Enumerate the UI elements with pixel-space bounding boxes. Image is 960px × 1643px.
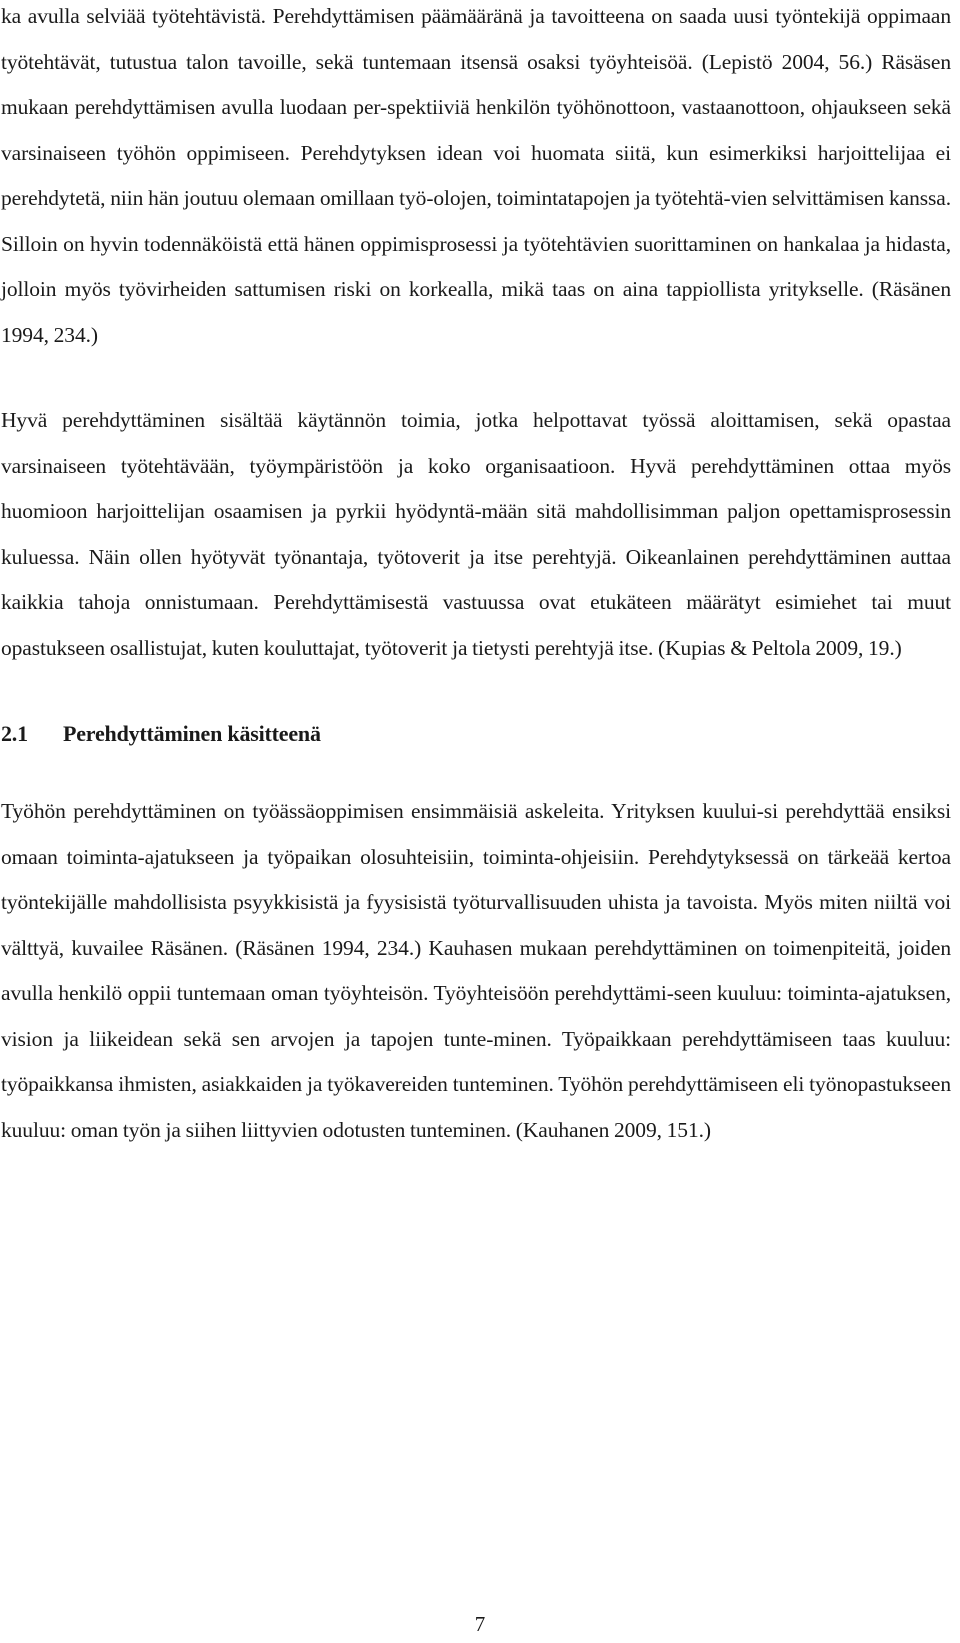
body-paragraph-2: Hyvä perehdyttäminen sisältää käytännön toimia, jotka helpottavat työssä aloittamisen, sekä opastaa varsinaiseen työtehtävään, työympäristöön ja koko organisaatioon. Hyvä perehdyttäminen ottaa myös huomioon harjoittelijan osaamisen ja pyrkii hyödyntä-mään sitä mahdollisimman paljon opettamisprosessin kuluessa. Näin ollen hyötyvät työnantaja, työtoverit ja itse perehtyjä. Oikeanlainen perehdyttäminen auttaa kaikkia tahoja onnistumaan. Perehdyttämisestä vastuussa ovat etukäteen määrätyt esimiehet tai muut opastukseen osallistujat, kuten kouluttajat, työtoverit ja tietysti perehtyjä itse. (Kupias & Peltola 2009, 19.): [1, 408, 951, 660]
section-heading: [1, 714, 960, 754]
section-title: Perehdyttäminen käsitteenä: [63, 721, 321, 746]
section-number: 2.1: [1, 721, 28, 746]
page-number: 7: [474, 1612, 486, 1636]
body-paragraph-3: Työhön perehdyttäminen on työässäoppimisen ensimmäisiä askeleita. Yrityksen kuului-si perehdyttää ensiksi omaan toiminta-ajatukseen ja työpaikan olosuhteisiin, toiminta-ohjeisiin. Perehdytyksessä on tärkeää kertoa työntekijälle mahdollisista psyykkisistä ja fyysisistä työturvallisuuden uhista ja tavoista. Myös miten niiltä voi välttyä, kuvailee Räsänen. (Räsänen 1994, 234.) Kauhasen mukaan perehdyttäminen on toimenpiteitä, joiden avulla henkilö oppii tuntemaan oman työyhteisön. Työyhteisöön perehdyttämi-seen kuuluu: toiminta-ajatuksen, vision ja liikeidean sekä sen arvojen ja tapojen tunte-minen. Työpaikkaan perehdyttämiseen taas kuuluu: työpaikkansa ihmisten, asiakkaiden ja työkavereiden tunteminen. Työhön perehdyttämiseen eli työnopastukseen kuuluu: oman työn ja siihen liittyvien odotusten tunteminen. (Kauhanen 2009, 151.): [1, 799, 951, 1142]
body-paragraph-1: ka avulla selviää työtehtävistä. Perehdyttämisen päämääränä ja tavoitteena on saada uusi työntekijä oppimaan työtehtävät, tutustua talon tavoille, sekä tuntemaan itsensä osaksi työyhteisöä. (Lepistö 2004, 56.) Räsäsen mukaan perehdyttämisen avulla luodaan per-spektiiviä henkilön työhönottoon, vastaanottoon, ohjaukseen sekä varsinaiseen työhön oppimiseen. Perehdytyksen idean voi huomata siitä, kun esimerkiksi harjoittelijaa ei perehdytetä, niin hän joutuu olemaan omillaan työ-olojen, toimintatapojen ja työtehtä-vien selvittämisen kanssa. Silloin on hyvin todennäköistä että hänen oppimisprosessi ja työtehtävien suorittaminen on hankalaa ja hidasta, jolloin myös työvirheiden sattumisen riski on korkealla, mikä taas on aina tappiollista yritykselle. (Räsänen 1994, 234.): [1, 4, 951, 347]
